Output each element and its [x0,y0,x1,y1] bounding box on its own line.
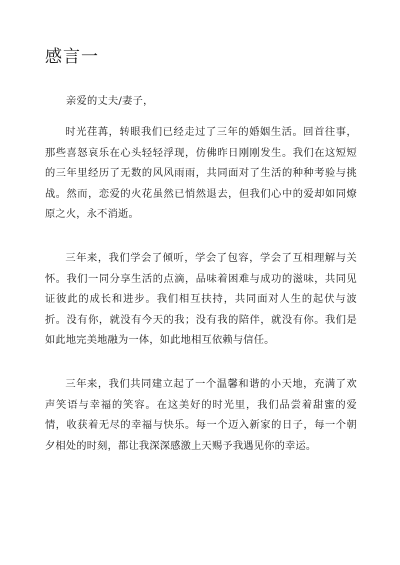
document-title: 感言一 [45,47,99,67]
paragraph-3: 三年来，我们共同建立起了一个温馨和谐的小天地，充满了欢声笑语与幸福的笑容。在这美好的时光里，我们品尝着甜蜜的爱情，收获着无尽的幸福与快乐。每一个迈入新家的日子，每一个朝夕相处的时刻，都让我深深感激上天赐予我遇见你的幸运。 [45,379,357,452]
paragraph-2: 三年来，我们学会了倾听，学会了包容，学会了互相理解与关怀。我们一同分享生活的点滴，品味着困难与成功的滋味，共同见证彼此的成长和进步。我们相互扶持，共同面对人生的起伏与波折。没有你，就没有今天的我；没有我的陪伴，就没有你。我们是如此地完美地融为一体，如此地相互依赖与信任。 [45,253,357,346]
paragraph-1: 时光荏苒，转眼我们已经走过了三年的婚姻生活。回首往事，那些喜怒哀乐在心头轻轻浮现，仿佛昨日刚刚发生。我们在这短短的三年里经历了无数的风风雨雨，共同面对了生活的种种考验与挑战。然而，恋爱的火花虽然已悄然退去，但我们心中的爱却如同燎原之火，永不消逝。 [45,127,357,220]
salutation: 亲爱的丈夫/妻子， [66,96,154,107]
